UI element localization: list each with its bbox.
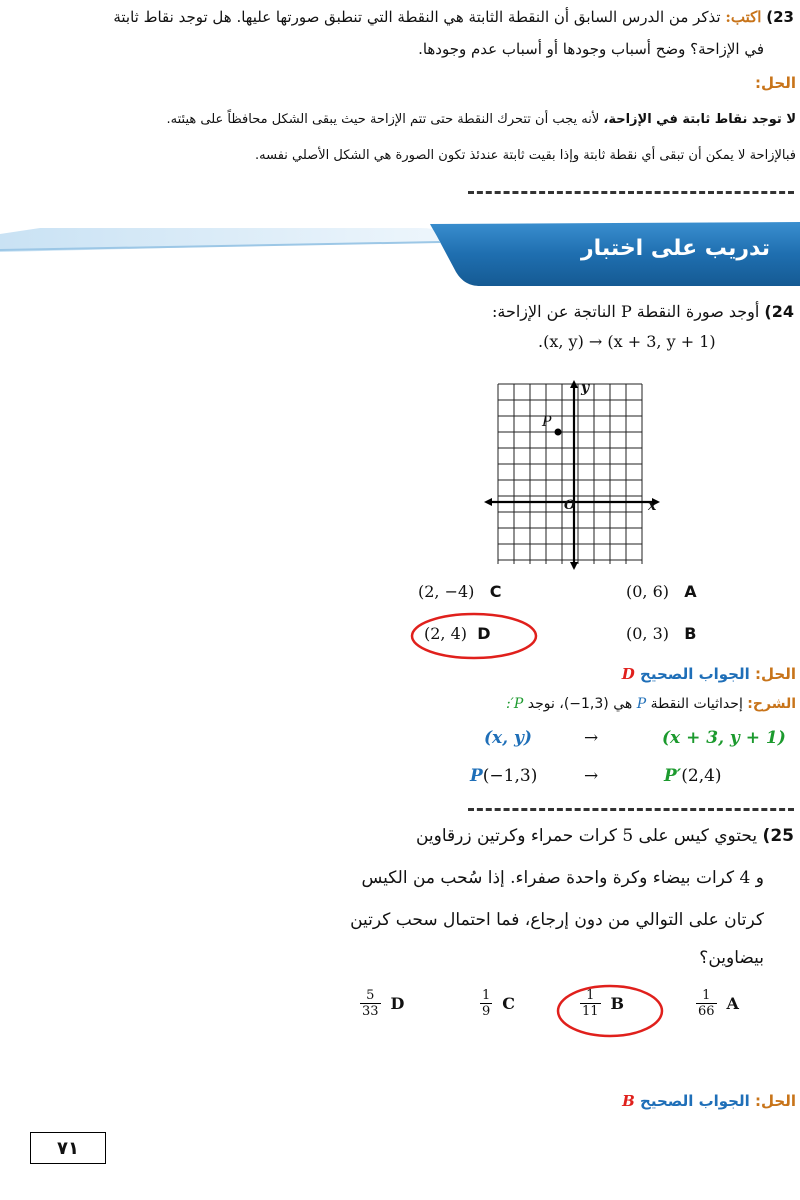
answer-circle-q24 (408, 610, 540, 662)
graph-origin-label: O (564, 498, 576, 513)
q25-choice-d: 5 33 D (362, 988, 405, 1019)
q23-answer-bold: لا توجد نقاط ثابتة في الإزاحة، (603, 112, 796, 127)
q23-answer-line2: فبالإزاحة لا يمكن أن تبقى أي نقطة ثابتة وإذا بقيت ثابتة عندئذ تكون الصورة هي الشكل الأصلي نفسه. (255, 148, 796, 163)
coordinate-graph (484, 380, 664, 570)
q24-prompt: أوجد صورة النقطة P الناتجة عن الإزاحة: (491, 302, 760, 321)
q25-choice-b: 1 11 B (582, 988, 625, 1019)
q24-choice-a: (0, 6) A (626, 582, 697, 601)
divider-1 (468, 191, 794, 194)
explain-row2-right: P′(2,4) (664, 766, 722, 786)
explain-row1-left: (x, y) (484, 728, 532, 748)
q24-explain-line: الشرح: إحداثيات النقطة P هي (1,3−)، نوجد P′: (505, 696, 796, 712)
q23-number: 23) (766, 8, 794, 26)
divider-2 (468, 808, 794, 811)
explain-row2-left: P(−1,3) (470, 766, 538, 786)
explain-row1-arrow: → (584, 728, 599, 748)
q23-line2: في الإزاحة؟ وضح أسباب وجودها أو أسباب عدم وجودها. (418, 40, 764, 58)
explain-row1-right: (x + 3, y + 1) (662, 728, 786, 748)
q23-keyword: اكتب: (725, 8, 762, 26)
q25-line1: 25) يحتوي كيس على 5 كرات حمراء وكرتين زرقاوين (415, 826, 794, 846)
q25-answer-line: الحل: الجواب الصحيح B (622, 1092, 796, 1110)
q24-choice-c: (2, −4) C (418, 582, 502, 601)
q24-prompt-line (492, 302, 794, 321)
banner-title: تدريب على اختبار (580, 236, 770, 261)
q23-answer-line1 (0, 112, 796, 127)
q25-line4: بيضاوين؟ (699, 948, 764, 968)
q25-choice-a: 1 66 A (698, 988, 739, 1019)
explain-row2-arrow: → (584, 766, 599, 786)
point-p (555, 429, 562, 436)
q23-line1 (4, 6, 794, 28)
q23-answer-rest: لأنه يجب أن تتحرك النقطة حتى تتم الإزاحة حيث يبقى الشكل محافظاً على هيئته. (166, 112, 604, 127)
q24-choice-b: (0, 3) B (626, 624, 697, 643)
q24-rule: .(x, y) → (x + 3, y + 1) (538, 332, 716, 351)
q24-choice-d: (2, 4) D (424, 624, 491, 643)
page-number-box (30, 1132, 106, 1164)
q25-choice-c: 1 9 C (482, 988, 516, 1019)
graph-x-label: x (648, 498, 657, 514)
answer-circle-q25 (554, 982, 666, 1040)
q23-text1: تذكر من الدرس السابق أن النقطة الثابتة هي النقطة التي تنطبق صورتها عليها. هل توجد نقاط ثابتة (113, 8, 721, 26)
graph-y-label: y (581, 380, 590, 396)
q25-line2: و 4 كرات بيضاء وكرة واحدة صفراء. إذا سُحب من الكيس (361, 868, 764, 888)
q24-number: 24) (764, 302, 794, 321)
graph-point-label: P (542, 414, 552, 430)
page-number: ٧١ (57, 1137, 79, 1159)
q25-line3: كرتان على التوالي من دون إرجاع، فما احتمال سحب كرتين (350, 910, 764, 930)
q23-solution-label: الحل: (755, 74, 796, 92)
q24-answer-line: الحل: الجواب الصحيح D (621, 665, 796, 683)
